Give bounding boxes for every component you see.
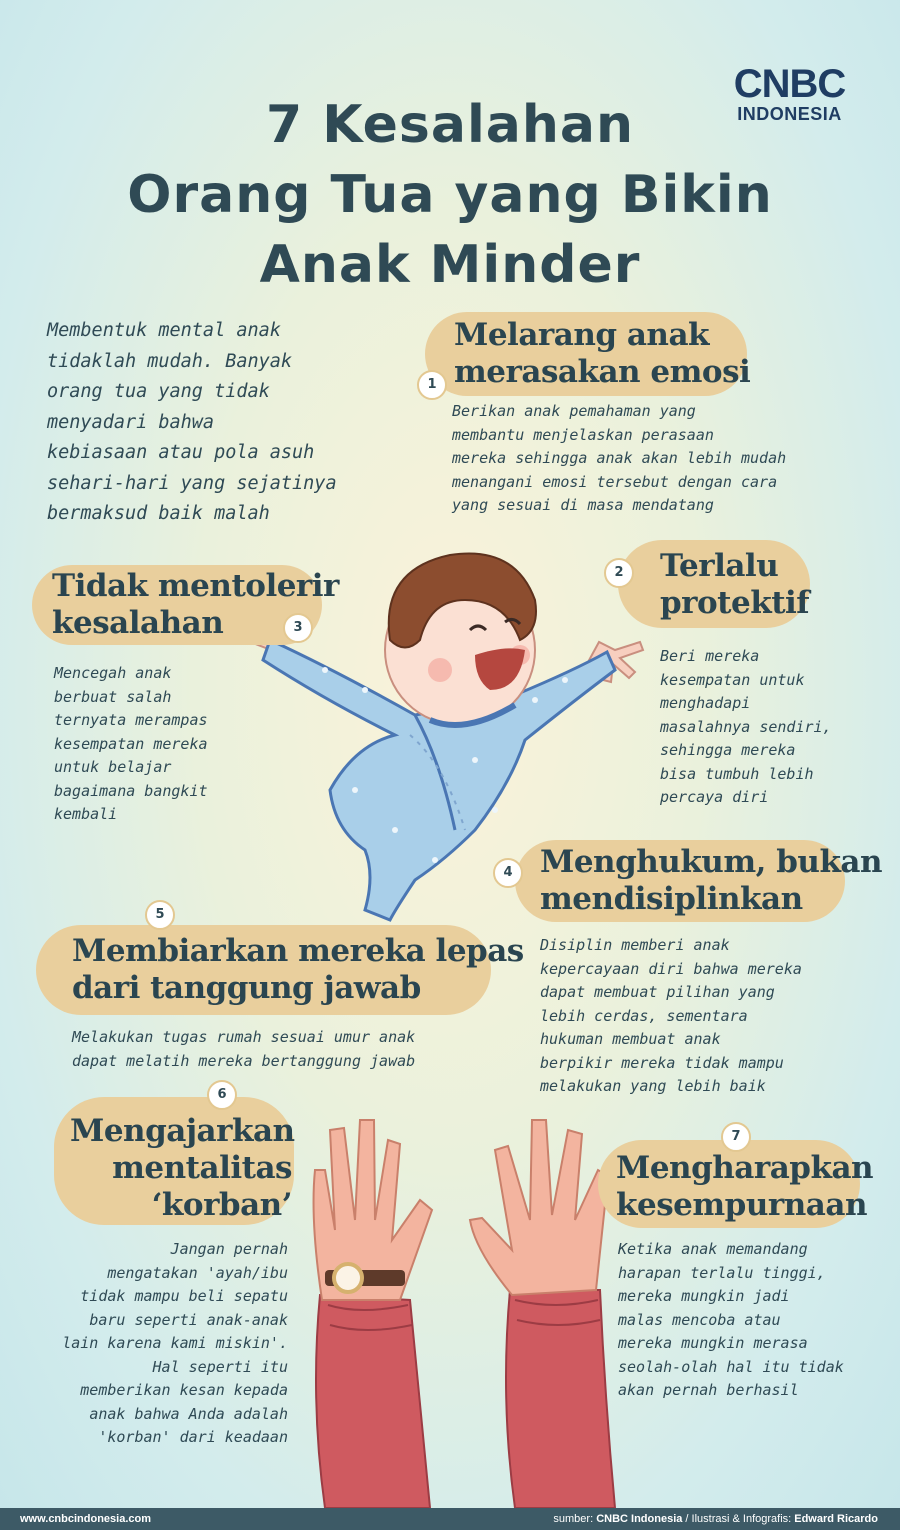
desc-line: sehingga mereka: [660, 741, 796, 759]
desc-line: Mencegah anak: [54, 664, 172, 682]
desc-line: Beri mereka: [660, 647, 760, 665]
item-7-title: [616, 1150, 873, 1224]
item-3-desc: [54, 662, 208, 827]
desc-line: 'korban' dari keadaan: [98, 1428, 288, 1446]
footer-bar: [0, 1508, 900, 1530]
item-1-title: [454, 317, 750, 391]
desc-line: mereka sehingga anak akan lebih mudah: [452, 449, 787, 467]
logo-sub: INDONESIA: [737, 104, 842, 124]
desc-line: membantu menjelaskan perasaan: [452, 425, 714, 444]
desc-line: mengatakan 'ayah/ibu: [107, 1263, 288, 1282]
item-2-desc: [660, 645, 832, 810]
item-title-line: mentalitas: [112, 1150, 292, 1186]
item-title-line: Mengharapkan: [616, 1150, 874, 1186]
title-line-3: Anak Minder: [259, 235, 641, 295]
intro-line: menyadari bahwa: [47, 411, 215, 433]
desc-line: malas mencoba atau: [618, 1310, 781, 1329]
desc-line: lain karena kami miskin'.: [62, 1334, 288, 1352]
item-title-line: Mengajarkan: [70, 1113, 295, 1149]
desc-line: baru seperti anak-anak: [89, 1310, 288, 1329]
desc-line: kembali: [54, 805, 118, 823]
desc-line: kesempatan mereka: [54, 734, 208, 753]
desc-line: Disiplin memberi anak: [540, 936, 730, 954]
desc-line: kepercayaan diri bahwa mereka: [540, 959, 802, 978]
number-badge-5: 5: [145, 900, 175, 930]
item-title-line: mendisiplinkan: [540, 881, 803, 917]
number-badge-6: 6: [207, 1080, 237, 1110]
item-5-desc: [72, 1026, 415, 1073]
item-title-line: kesalahan: [52, 605, 224, 641]
item-title-line: Tidak mentolerir: [52, 568, 339, 604]
desc-line: Ketika anak memandang: [618, 1240, 808, 1258]
number-badge-7: 7: [721, 1122, 751, 1152]
footer-credits: [553, 1508, 878, 1530]
desc-line: anak bahwa Anda adalah: [89, 1404, 288, 1423]
item-1-desc: [452, 400, 786, 518]
desc-line: ternyata merampas: [54, 711, 208, 729]
item-title-line: Membiarkan mereka lepas: [72, 933, 524, 969]
item-4-desc: [540, 934, 802, 1099]
desc-line: Berikan anak pemahaman yang: [452, 402, 696, 420]
desc-line: untuk belajar: [54, 758, 172, 776]
item-title-line: Melarang anak: [454, 317, 710, 353]
desc-line: dapat melatih mereka bertanggung jawab: [72, 1051, 416, 1070]
desc-line: menghadapi: [660, 694, 751, 712]
number-badge-3: 3: [283, 613, 313, 643]
intro-line: Membentuk mental anak: [47, 320, 281, 341]
source-name: CNBC Indonesia: [596, 1513, 683, 1525]
desc-line: masalahnya sendiri,: [660, 717, 832, 736]
item-3-title: [52, 568, 339, 642]
item-title-line: Terlalu: [660, 548, 779, 584]
item-title-line: ‘korban’: [151, 1187, 292, 1223]
item-4-title: [540, 844, 882, 918]
desc-line: memberikan kesan kepada: [80, 1381, 288, 1399]
item-2-title: [660, 548, 809, 622]
item-5-title: [72, 933, 524, 1007]
desc-line: Jangan pernah: [170, 1240, 288, 1258]
parent-hands-illustration: [300, 1100, 620, 1508]
desc-line: akan pernah berhasil: [618, 1381, 799, 1399]
intro-line: bermaksud baik malah: [47, 503, 270, 524]
item-title-line: protektif: [660, 585, 810, 621]
item-title-line: kesempurnaan: [616, 1187, 867, 1223]
logo-main: CNBC: [733, 62, 846, 106]
credit-separator: / Ilustrasi & Infografis:: [682, 1513, 795, 1525]
desc-line: tidak mampu beli sepatu: [80, 1287, 288, 1305]
desc-line: dapat membuat pilihan yang: [540, 983, 775, 1001]
number-badge-2: 2: [604, 558, 634, 588]
title-line-1: 7 Kesalahan: [265, 95, 635, 155]
item-title-line: dari tanggung jawab: [72, 970, 421, 1006]
desc-line: bisa tumbuh lebih: [660, 764, 814, 783]
desc-line: berbuat salah: [54, 687, 172, 706]
desc-line: hukuman membuat anak: [540, 1030, 721, 1048]
desc-line: Melakukan tugas rumah sesuai umur anak: [72, 1028, 416, 1046]
item-title-line: merasakan emosi: [454, 354, 751, 390]
intro-line: orang tua yang tidak: [47, 381, 270, 402]
desc-line: lebih cerdas, sementara: [540, 1006, 748, 1025]
intro-line: tidaklah mudah. Banyak: [47, 350, 293, 372]
title-line-2: Orang Tua yang Bikin: [127, 165, 773, 225]
item-title-line: Menghukum, bukan: [540, 844, 883, 880]
source-label: sumber:: [553, 1513, 597, 1525]
credit-name: Edward Ricardo: [794, 1513, 878, 1525]
desc-line: menangani emosi tersebut dengan cara: [452, 472, 778, 491]
desc-line: kesempatan untuk: [660, 670, 805, 689]
number-badge-1: 1: [417, 370, 447, 400]
intro-text: [47, 316, 417, 530]
desc-line: seolah-olah hal itu tidak: [618, 1357, 844, 1376]
desc-line: yang sesuai di masa mendatang: [452, 496, 714, 514]
intro-line: kebiasaan atau pola asuh: [47, 442, 315, 463]
desc-line: berpikir mereka tidak mampu: [540, 1053, 784, 1072]
item-6-title: [70, 1113, 295, 1224]
desc-line: harapan terlalu tinggi,: [618, 1263, 826, 1282]
desc-line: bagaimana bangkit: [54, 781, 208, 800]
desc-line: melakukan yang lebih baik: [540, 1077, 766, 1095]
item-6-desc: [30, 1238, 288, 1450]
number-badge-4: 4: [493, 858, 523, 888]
item-7-desc: [618, 1238, 844, 1403]
page-title: [40, 90, 860, 300]
desc-line: mereka mungkin merasa: [618, 1334, 808, 1352]
desc-line: percaya diri: [660, 788, 769, 806]
intro-line: sehari-hari yang sejatinya: [47, 472, 337, 494]
footer-url[interactable]: www.cnbcindonesia.com: [20, 1513, 152, 1525]
desc-line: Hal seperti itu: [152, 1357, 288, 1376]
desc-line: mereka mungkin jadi: [618, 1287, 790, 1305]
